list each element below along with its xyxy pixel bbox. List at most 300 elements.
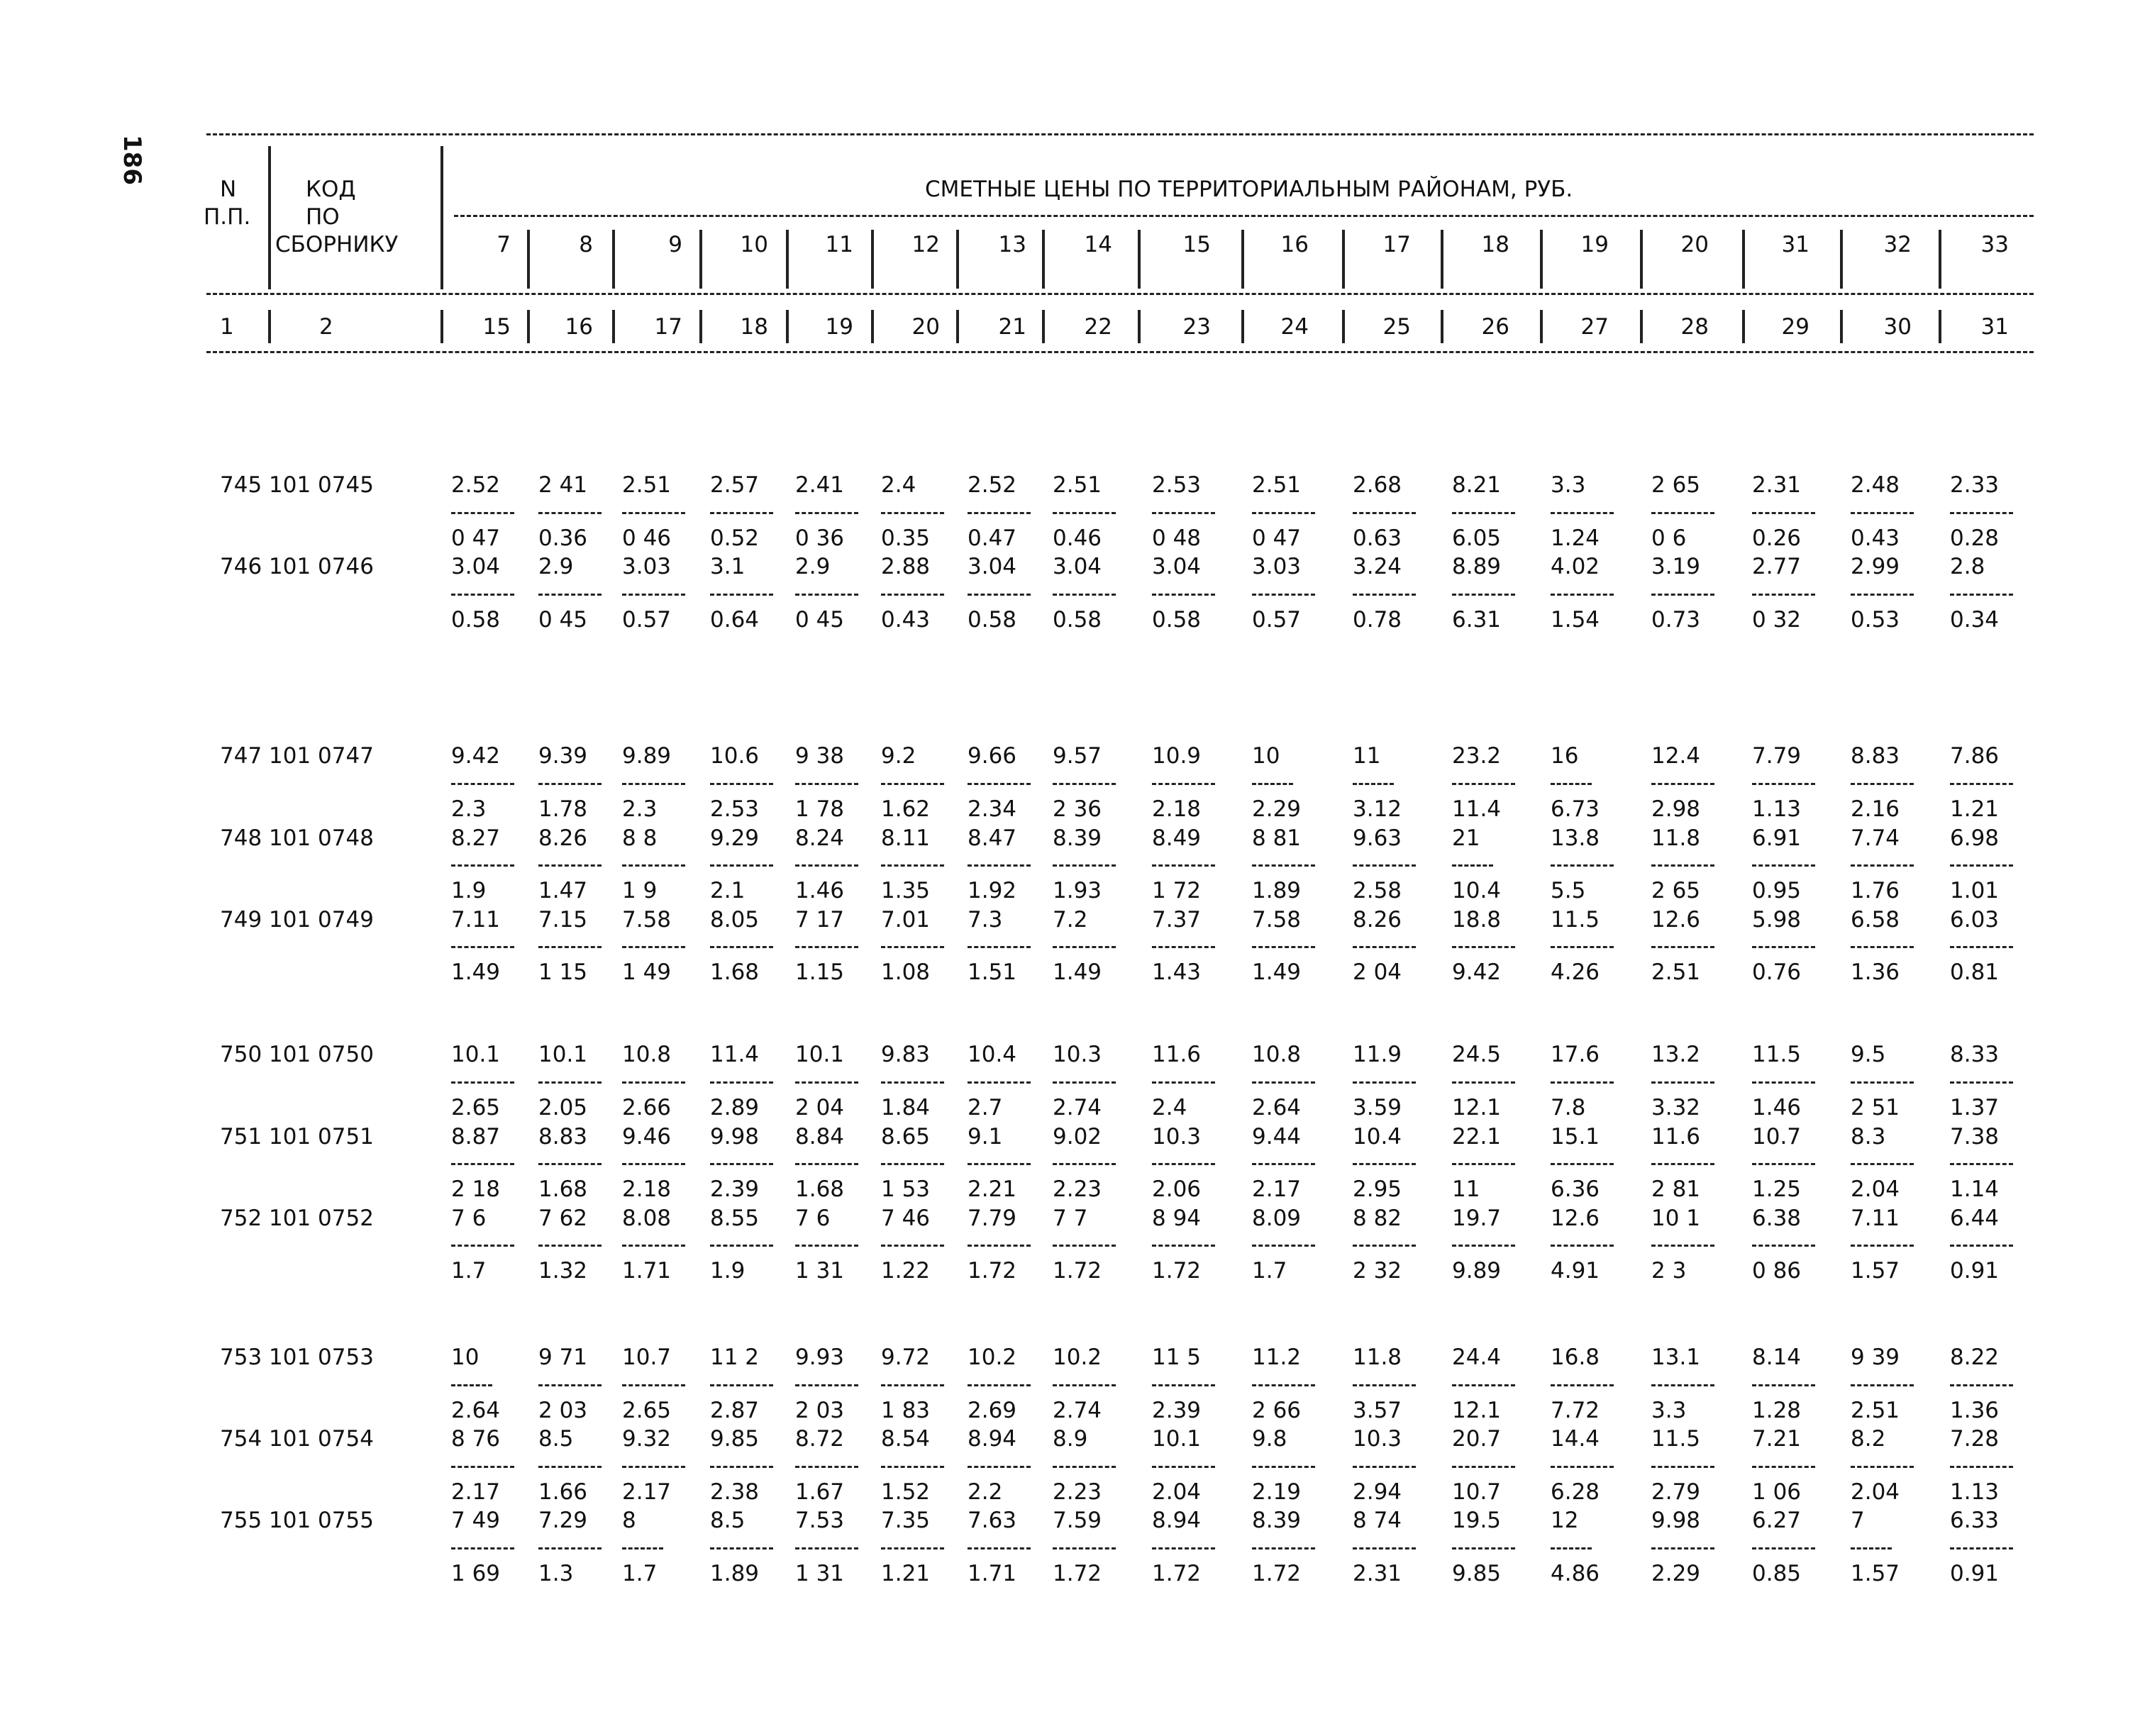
fraction-bar <box>1551 1466 1614 1468</box>
price-numerator: 19.7 <box>1452 1206 1502 1231</box>
fraction-bar <box>538 1081 602 1084</box>
price-numerator: 6.91 <box>1752 825 1802 851</box>
fraction-bar <box>710 1081 773 1084</box>
fraction-bar <box>622 1547 663 1549</box>
fraction-bar <box>1551 1547 1592 1549</box>
fraction-bar <box>1950 946 2013 948</box>
fraction-bar <box>622 512 685 514</box>
district-number: 12 <box>911 232 940 257</box>
district-number: 10 <box>740 232 768 257</box>
price-numerator: 3.04 <box>1152 554 1202 579</box>
district-number: 15 <box>1182 232 1211 257</box>
price-denominator: 2 32 <box>1353 1258 1402 1284</box>
price-denominator: 2.04 <box>1851 1176 1900 1202</box>
price-denominator: 1 06 <box>1752 1479 1802 1505</box>
header-separator <box>1241 230 1244 289</box>
price-denominator: 1.71 <box>968 1561 1017 1586</box>
price-numerator: 20.7 <box>1452 1426 1502 1452</box>
price-denominator: 0 47 <box>451 525 501 551</box>
price-numerator: 8.26 <box>1353 907 1402 933</box>
price-denominator: 1.72 <box>1152 1258 1202 1284</box>
price-numerator: 7.15 <box>538 907 588 933</box>
fraction-bar <box>968 1466 1031 1468</box>
price-denominator: 1.28 <box>1752 1398 1802 1423</box>
price-denominator: 2 36 <box>1053 796 1102 822</box>
price-numerator: 9.89 <box>622 743 672 769</box>
price-denominator: 1.92 <box>968 878 1017 903</box>
price-denominator: 6.28 <box>1551 1479 1600 1505</box>
district-number: 31 <box>1781 232 1809 257</box>
price-denominator: 6.05 <box>1452 525 1502 551</box>
price-numerator: 11 5 <box>1152 1345 1202 1370</box>
price-numerator: 9.66 <box>968 743 1017 769</box>
fraction-bar <box>795 1466 858 1468</box>
header-pp-label: П.П. <box>204 204 251 230</box>
price-denominator: 0.63 <box>1353 525 1402 551</box>
fraction-bar <box>1353 1081 1416 1084</box>
price-denominator: 2.17 <box>1252 1176 1302 1202</box>
price-denominator: 0 32 <box>1752 607 1802 633</box>
header-separator <box>1640 230 1643 289</box>
district-number: 7 <box>497 232 511 257</box>
price-numerator: 3.04 <box>451 554 501 579</box>
price-denominator: 1.37 <box>1950 1095 2000 1120</box>
price-numerator: 7.38 <box>1950 1124 2000 1150</box>
price-numerator: 2.88 <box>881 554 931 579</box>
price-denominator: 9.89 <box>1452 1258 1502 1284</box>
header-separator <box>268 310 271 343</box>
row-code: 750 101 0750 <box>220 1042 374 1067</box>
price-numerator: 7.58 <box>1252 907 1302 933</box>
price-denominator: 2 03 <box>795 1398 845 1423</box>
price-denominator: 2 66 <box>1252 1398 1302 1423</box>
price-numerator: 9.44 <box>1252 1124 1302 1150</box>
fraction-bar <box>1651 946 1714 948</box>
price-numerator: 14.4 <box>1551 1426 1600 1452</box>
fraction-bar <box>1452 783 1515 785</box>
price-denominator: 2.51 <box>1651 959 1701 985</box>
district-number: 13 <box>998 232 1026 257</box>
price-denominator: 12.1 <box>1452 1398 1502 1423</box>
price-denominator: 0.26 <box>1752 525 1802 551</box>
fraction-bar <box>1252 1245 1315 1247</box>
header-separator <box>1840 230 1843 289</box>
price-numerator: 8.9 <box>1053 1426 1088 1452</box>
price-numerator: 8.47 <box>968 825 1017 851</box>
price-numerator: 10.7 <box>622 1345 672 1370</box>
fraction-bar <box>1452 1163 1515 1165</box>
price-numerator: 2.4 <box>881 472 916 498</box>
price-numerator: 10.6 <box>710 743 760 769</box>
price-denominator: 0.35 <box>881 525 931 551</box>
fraction-bar <box>1252 946 1315 948</box>
price-denominator: 2.53 <box>710 796 760 822</box>
fraction-bar <box>1053 1466 1116 1468</box>
price-numerator: 10.8 <box>622 1042 672 1067</box>
price-numerator: 8.11 <box>881 825 931 851</box>
price-numerator: 3.04 <box>1053 554 1102 579</box>
fraction-bar <box>1950 594 2013 596</box>
price-numerator: 8.5 <box>710 1508 746 1533</box>
fraction-bar <box>795 512 858 514</box>
fraction-bar <box>451 512 514 514</box>
price-denominator: 1.32 <box>538 1258 588 1284</box>
price-denominator: 2.05 <box>538 1095 588 1120</box>
price-denominator: 1.49 <box>1053 959 1102 985</box>
price-denominator: 2.29 <box>1252 796 1302 822</box>
page-number: 186 <box>118 135 146 185</box>
row-code: 755 101 0755 <box>220 1508 374 1533</box>
price-numerator: 10.4 <box>968 1042 1017 1067</box>
price-denominator: 2.74 <box>1053 1095 1102 1120</box>
header-separator <box>440 310 443 343</box>
price-denominator: 1.35 <box>881 878 931 903</box>
fraction-bar <box>1551 864 1614 867</box>
column-number: 20 <box>911 314 940 340</box>
price-numerator: 3.04 <box>968 554 1017 579</box>
column-number: 1 <box>220 314 234 340</box>
fraction-bar <box>1851 594 1914 596</box>
fraction-bar <box>881 1081 944 1084</box>
fraction-bar <box>1551 946 1614 948</box>
price-denominator: 12.1 <box>1452 1095 1502 1120</box>
header-separator <box>956 230 959 289</box>
price-denominator: 2.65 <box>622 1398 672 1423</box>
price-numerator: 8.83 <box>538 1124 588 1150</box>
price-denominator: 0.58 <box>1053 607 1102 633</box>
column-number: 2 <box>319 314 333 340</box>
column-number: 25 <box>1382 314 1411 340</box>
price-denominator: 4.26 <box>1551 959 1600 985</box>
fraction-bar <box>622 1081 685 1084</box>
fraction-bar <box>538 1466 602 1468</box>
price-denominator: 2.18 <box>622 1176 672 1202</box>
price-denominator: 1.13 <box>1752 796 1802 822</box>
price-numerator: 12.4 <box>1651 743 1701 769</box>
price-numerator: 7.3 <box>968 907 1003 933</box>
price-numerator: 7.74 <box>1851 825 1900 851</box>
fraction-bar <box>1353 783 1394 785</box>
fraction-bar <box>451 1384 492 1386</box>
price-denominator: 1 31 <box>795 1561 845 1586</box>
fraction-bar <box>538 1245 602 1247</box>
price-numerator: 8.49 <box>1152 825 1202 851</box>
price-numerator: 6.58 <box>1851 907 1900 933</box>
fraction-bar <box>1651 783 1714 785</box>
price-numerator: 11 2 <box>710 1345 760 1370</box>
price-denominator: 2 3 <box>1651 1258 1687 1284</box>
price-denominator: 2.95 <box>1353 1176 1402 1202</box>
fraction-bar <box>1950 1466 2013 1468</box>
price-numerator: 10.2 <box>1053 1345 1102 1370</box>
price-numerator: 8.21 <box>1452 472 1502 498</box>
fraction-bar <box>968 946 1031 948</box>
price-denominator: 2.17 <box>622 1479 672 1505</box>
price-numerator: 7 6 <box>451 1206 487 1231</box>
price-denominator: 0.91 <box>1950 1258 2000 1284</box>
price-denominator: 2.04 <box>1152 1479 1202 1505</box>
price-denominator: 1.67 <box>795 1479 845 1505</box>
price-numerator: 10.1 <box>1152 1426 1202 1452</box>
price-denominator: 1 49 <box>622 959 672 985</box>
price-numerator: 7 62 <box>538 1206 588 1231</box>
price-denominator: 1.22 <box>881 1258 931 1284</box>
column-number: 19 <box>825 314 853 340</box>
price-numerator: 11.8 <box>1651 825 1701 851</box>
price-denominator: 1.62 <box>881 796 931 822</box>
fraction-bar <box>622 1245 685 1247</box>
price-denominator: 1.47 <box>538 878 588 903</box>
fraction-bar <box>1053 864 1116 867</box>
price-denominator: 7.72 <box>1551 1398 1600 1423</box>
header-separator <box>699 310 702 343</box>
price-denominator: 1.68 <box>538 1176 588 1202</box>
price-numerator: 2.57 <box>710 472 760 498</box>
fraction-bar <box>1053 1081 1116 1084</box>
header-separator <box>1241 310 1244 343</box>
price-denominator: 0.58 <box>968 607 1017 633</box>
fraction-bar <box>1950 1384 2013 1386</box>
price-numerator: 11.6 <box>1152 1042 1202 1067</box>
price-numerator: 3.03 <box>1252 554 1302 579</box>
district-number: 16 <box>1280 232 1309 257</box>
price-denominator: 7.8 <box>1551 1095 1586 1120</box>
district-number: 20 <box>1680 232 1709 257</box>
header-separator <box>956 310 959 343</box>
fraction-bar <box>795 1081 858 1084</box>
price-numerator: 11 <box>1353 743 1381 769</box>
header-title: СМЕТНЫЕ ЦЕНЫ ПО ТЕРРИТОРИАЛЬНЫМ РАЙОНАМ, РУБ. <box>925 177 1573 202</box>
price-numerator: 6.38 <box>1752 1206 1802 1231</box>
fraction-bar <box>1152 864 1215 867</box>
price-numerator: 10.1 <box>795 1042 845 1067</box>
price-denominator: 0.78 <box>1353 607 1402 633</box>
fraction-bar <box>451 946 514 948</box>
column-number: 29 <box>1781 314 1809 340</box>
price-denominator: 2.3 <box>451 796 487 822</box>
price-numerator: 7.53 <box>795 1508 845 1533</box>
fraction-bar <box>622 946 685 948</box>
price-numerator: 9.42 <box>451 743 501 769</box>
price-denominator: 1.25 <box>1752 1176 1802 1202</box>
fraction-bar <box>622 1163 685 1165</box>
fraction-bar <box>1752 1466 1815 1468</box>
column-number: 18 <box>740 314 768 340</box>
price-numerator: 8 74 <box>1353 1508 1402 1533</box>
price-numerator: 11.9 <box>1353 1042 1402 1067</box>
price-denominator: 0 45 <box>795 607 845 633</box>
price-numerator: 10 <box>451 1345 480 1370</box>
price-denominator: 2.64 <box>1252 1095 1302 1120</box>
price-numerator: 9 38 <box>795 743 845 769</box>
fraction-bar <box>1252 783 1293 785</box>
price-numerator: 8.27 <box>451 825 501 851</box>
price-denominator: 10.7 <box>1452 1479 1502 1505</box>
header-separator <box>1042 310 1045 343</box>
price-numerator: 10.8 <box>1252 1042 1302 1067</box>
price-numerator: 9.57 <box>1053 743 1102 769</box>
fraction-bar <box>1252 1547 1315 1549</box>
fraction-bar <box>1752 1384 1815 1386</box>
fraction-bar <box>1252 1163 1315 1165</box>
header-rule-top <box>206 133 2034 135</box>
price-numerator: 2.53 <box>1152 472 1202 498</box>
price-denominator: 2.3 <box>622 796 658 822</box>
price-denominator: 2.38 <box>710 1479 760 1505</box>
price-numerator: 13.1 <box>1651 1345 1701 1370</box>
fraction-bar <box>1950 512 2013 514</box>
fraction-bar <box>451 1547 514 1549</box>
header-separator <box>1742 230 1745 289</box>
district-number: 17 <box>1382 232 1411 257</box>
price-denominator: 1.57 <box>1851 1258 1900 1284</box>
price-numerator: 7.11 <box>1851 1206 1900 1231</box>
fraction-bar <box>968 864 1031 867</box>
price-numerator: 8.55 <box>710 1206 760 1231</box>
price-denominator: 4.86 <box>1551 1561 1600 1586</box>
fraction-bar <box>1752 1163 1815 1165</box>
header-separator <box>1138 230 1141 289</box>
fraction-bar <box>1252 1081 1315 1084</box>
price-numerator: 8.09 <box>1252 1206 1302 1231</box>
price-denominator: 2.23 <box>1053 1176 1102 1202</box>
price-numerator: 9.2 <box>881 743 916 769</box>
fraction-bar <box>710 512 773 514</box>
price-denominator: 2.04 <box>1851 1479 1900 1505</box>
price-numerator: 7.59 <box>1053 1508 1102 1533</box>
row-code: 748 101 0748 <box>220 825 374 851</box>
price-denominator: 2.87 <box>710 1398 760 1423</box>
price-numerator: 22.1 <box>1452 1124 1502 1150</box>
fraction-bar <box>1950 1163 2013 1165</box>
price-denominator: 0.43 <box>881 607 931 633</box>
fraction-bar <box>1651 1081 1714 1084</box>
fraction-bar <box>1152 946 1215 948</box>
price-numerator: 2.51 <box>622 472 672 498</box>
price-numerator: 13.2 <box>1651 1042 1701 1067</box>
price-numerator: 11.5 <box>1551 907 1600 933</box>
price-denominator: 0 36 <box>795 525 845 551</box>
price-numerator: 8 8 <box>622 825 658 851</box>
price-denominator: 6.73 <box>1551 796 1600 822</box>
header-separator <box>871 310 874 343</box>
fraction-bar <box>1551 594 1614 596</box>
fraction-bar <box>1152 1081 1215 1084</box>
fraction-bar <box>710 1466 773 1468</box>
fraction-bar <box>1752 783 1815 785</box>
fraction-bar <box>795 783 858 785</box>
price-denominator: 1.3 <box>538 1561 574 1586</box>
fraction-bar <box>1053 512 1116 514</box>
price-denominator: 2.31 <box>1353 1561 1402 1586</box>
price-numerator: 8 81 <box>1252 825 1302 851</box>
price-numerator: 8.87 <box>451 1124 501 1150</box>
price-denominator: 2.21 <box>968 1176 1017 1202</box>
price-numerator: 7.86 <box>1950 743 2000 769</box>
price-denominator: 1.7 <box>451 1258 487 1284</box>
price-numerator: 2 65 <box>1651 472 1701 498</box>
fraction-bar <box>1353 1245 1416 1247</box>
price-numerator: 7.58 <box>622 907 672 933</box>
header-separator <box>1342 230 1345 289</box>
price-denominator: 1.14 <box>1950 1176 2000 1202</box>
price-numerator: 9.63 <box>1353 825 1402 851</box>
price-denominator: 1.84 <box>881 1095 931 1120</box>
fraction-bar <box>710 1163 773 1165</box>
price-numerator: 7.79 <box>968 1206 1017 1231</box>
district-number: 9 <box>668 232 682 257</box>
price-denominator: 1.21 <box>1950 796 2000 822</box>
row-code: 746 101 0746 <box>220 554 374 579</box>
fraction-bar <box>968 512 1031 514</box>
row-code: 745 101 0745 <box>220 472 374 498</box>
row-code: 754 101 0754 <box>220 1426 374 1452</box>
fraction-bar <box>881 512 944 514</box>
fraction-bar <box>1152 594 1215 596</box>
price-denominator: 2 51 <box>1851 1095 1900 1120</box>
row-code: 751 101 0751 <box>220 1124 374 1150</box>
price-numerator: 12.6 <box>1551 1206 1600 1231</box>
fraction-bar <box>622 594 685 596</box>
fraction-bar <box>1851 1384 1914 1386</box>
price-denominator: 1.72 <box>1152 1561 1202 1586</box>
price-denominator: 2.64 <box>451 1398 501 1423</box>
fraction-bar <box>1452 946 1515 948</box>
price-numerator: 2 41 <box>538 472 588 498</box>
price-numerator: 9.02 <box>1053 1124 1102 1150</box>
fraction-bar <box>1152 1245 1215 1247</box>
price-denominator: 1 72 <box>1152 878 1202 903</box>
price-numerator: 8 94 <box>1152 1206 1202 1231</box>
fraction-bar <box>795 1163 858 1165</box>
price-numerator: 8.83 <box>1851 743 1900 769</box>
price-denominator: 1.15 <box>795 959 845 985</box>
district-number: 18 <box>1481 232 1509 257</box>
fraction-bar <box>1651 512 1714 514</box>
fraction-bar <box>538 1384 602 1386</box>
price-numerator: 6.33 <box>1950 1508 2000 1533</box>
price-denominator: 2.74 <box>1053 1398 1102 1423</box>
fraction-bar <box>881 864 944 867</box>
fraction-bar <box>1152 1384 1215 1386</box>
price-denominator: 1 15 <box>538 959 588 985</box>
price-denominator: 1.49 <box>1252 959 1302 985</box>
district-number: 11 <box>825 232 853 257</box>
row-code: 749 101 0749 <box>220 907 374 933</box>
price-denominator: 0.57 <box>622 607 672 633</box>
column-number: 30 <box>1883 314 1912 340</box>
district-number: 32 <box>1883 232 1912 257</box>
price-denominator: 2.39 <box>710 1176 760 1202</box>
price-numerator: 9.93 <box>795 1345 845 1370</box>
price-numerator: 3.24 <box>1353 554 1402 579</box>
price-numerator: 4.02 <box>1551 554 1600 579</box>
price-denominator: 2.94 <box>1353 1479 1402 1505</box>
fraction-bar <box>1353 1384 1416 1386</box>
price-numerator: 12 <box>1551 1508 1579 1533</box>
price-denominator: 1.51 <box>968 959 1017 985</box>
fraction-bar <box>968 783 1031 785</box>
fraction-bar <box>710 1245 773 1247</box>
fraction-bar <box>1252 1466 1315 1468</box>
header-n-label: N <box>220 177 237 202</box>
fraction-bar <box>1950 1547 2013 1549</box>
fraction-bar <box>538 946 602 948</box>
header-separator <box>1640 310 1643 343</box>
price-numerator: 8.26 <box>538 825 588 851</box>
price-numerator: 8.39 <box>1252 1508 1302 1533</box>
header-po-label: ПО <box>306 204 340 230</box>
